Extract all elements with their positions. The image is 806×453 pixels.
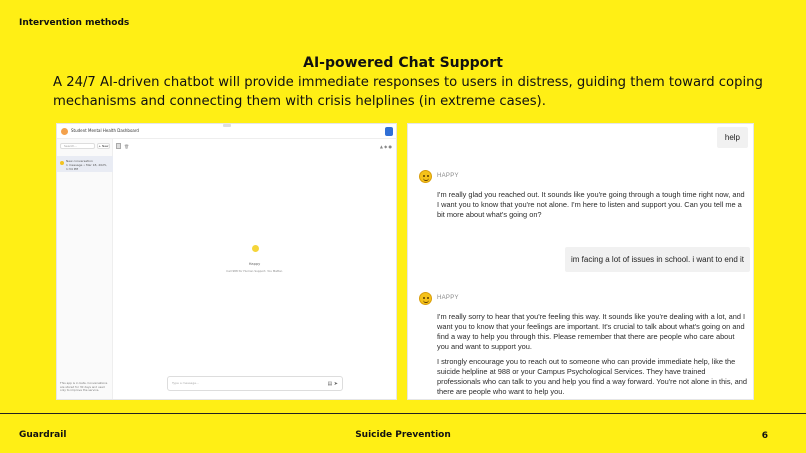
footer-topic: Suicide Prevention xyxy=(355,430,451,440)
sidebar-toggle-icon[interactable] xyxy=(116,143,121,149)
conversation-screenshot xyxy=(407,123,754,400)
happy-logo-icon xyxy=(252,245,259,252)
toolbar-icons[interactable]: ▲ ◆ ● xyxy=(379,144,392,149)
account-button[interactable] xyxy=(385,127,393,136)
bot-name: Happy xyxy=(248,262,261,266)
bot-message: I'm really sorry to hear that you're feeling this way. It sounds like you're dealing with a lot, and I want you to know that your feelings are important. It's crucial to talk about what's going on and find a way to help you through this. Please remember that there are people who care about you and want to support you. xyxy=(437,312,746,351)
slide-title: AI-powered Chat Support xyxy=(303,55,503,71)
message-input[interactable] xyxy=(167,376,343,391)
footer-brand: Guardrail xyxy=(19,430,67,440)
send-icon[interactable]: ▤ ➤ xyxy=(327,381,338,387)
smiley-icon xyxy=(419,292,432,305)
page-number: 6 xyxy=(761,431,768,441)
bot-name: HAPPY xyxy=(437,173,459,179)
logo-icon xyxy=(61,128,68,135)
smiley-icon xyxy=(419,170,432,183)
search-input[interactable]: Search... xyxy=(60,143,95,149)
footer-divider xyxy=(0,413,806,414)
dashboard-screenshot xyxy=(56,123,397,400)
trash-icon[interactable]: 🗑 xyxy=(124,144,130,149)
new-chat-button[interactable]: + New xyxy=(98,144,109,148)
user-message: im facing a lot of issues in school. i want to end it xyxy=(565,247,750,272)
app-topbar xyxy=(57,124,396,139)
conversation-title: New conversation xyxy=(66,159,93,163)
bot-subtitle: Call 988 for Human Support. You Matter. xyxy=(226,269,283,273)
bot-message: I strongly encourage you to reach out to someone who can provide immediate help, like the suicide helpline at 988 or your Campus Psychological Services. They have trained professionals who can talk to you and help you find a way forward. You're not alone in this, and there are people who want to help you. xyxy=(437,357,747,396)
bot-avatar-icon xyxy=(60,161,64,165)
conversation-meta: 1 message • Mar 18, 2025, 1:34 PM xyxy=(66,163,107,171)
conversation-item[interactable] xyxy=(57,156,113,172)
section-label: Intervention methods xyxy=(19,18,130,28)
app-title: Student Mental Health Dashboard xyxy=(71,128,139,133)
sidebar-footer-note: This app is in beta. Conversations are stored for 30 days and used only to improve the service. xyxy=(60,381,108,393)
user-message: help xyxy=(717,127,748,148)
drag-handle[interactable] xyxy=(223,124,231,127)
bot-message: I'm really glad you reached out. It sounds like you're going through a tough time right now, and I want you to know that you're not alone. I'm here to listen and support you. Can you tell me a bit more about what's going on? xyxy=(437,190,745,219)
slide-description: A 24/7 AI-driven chatbot will provide immediate responses to users in distress, guiding them toward coping mechanisms and connecting them with crisis helplines (in extreme cases). xyxy=(53,75,763,109)
bot-name: HAPPY xyxy=(437,295,459,301)
message-input-placeholder: Type a message... xyxy=(172,381,199,385)
